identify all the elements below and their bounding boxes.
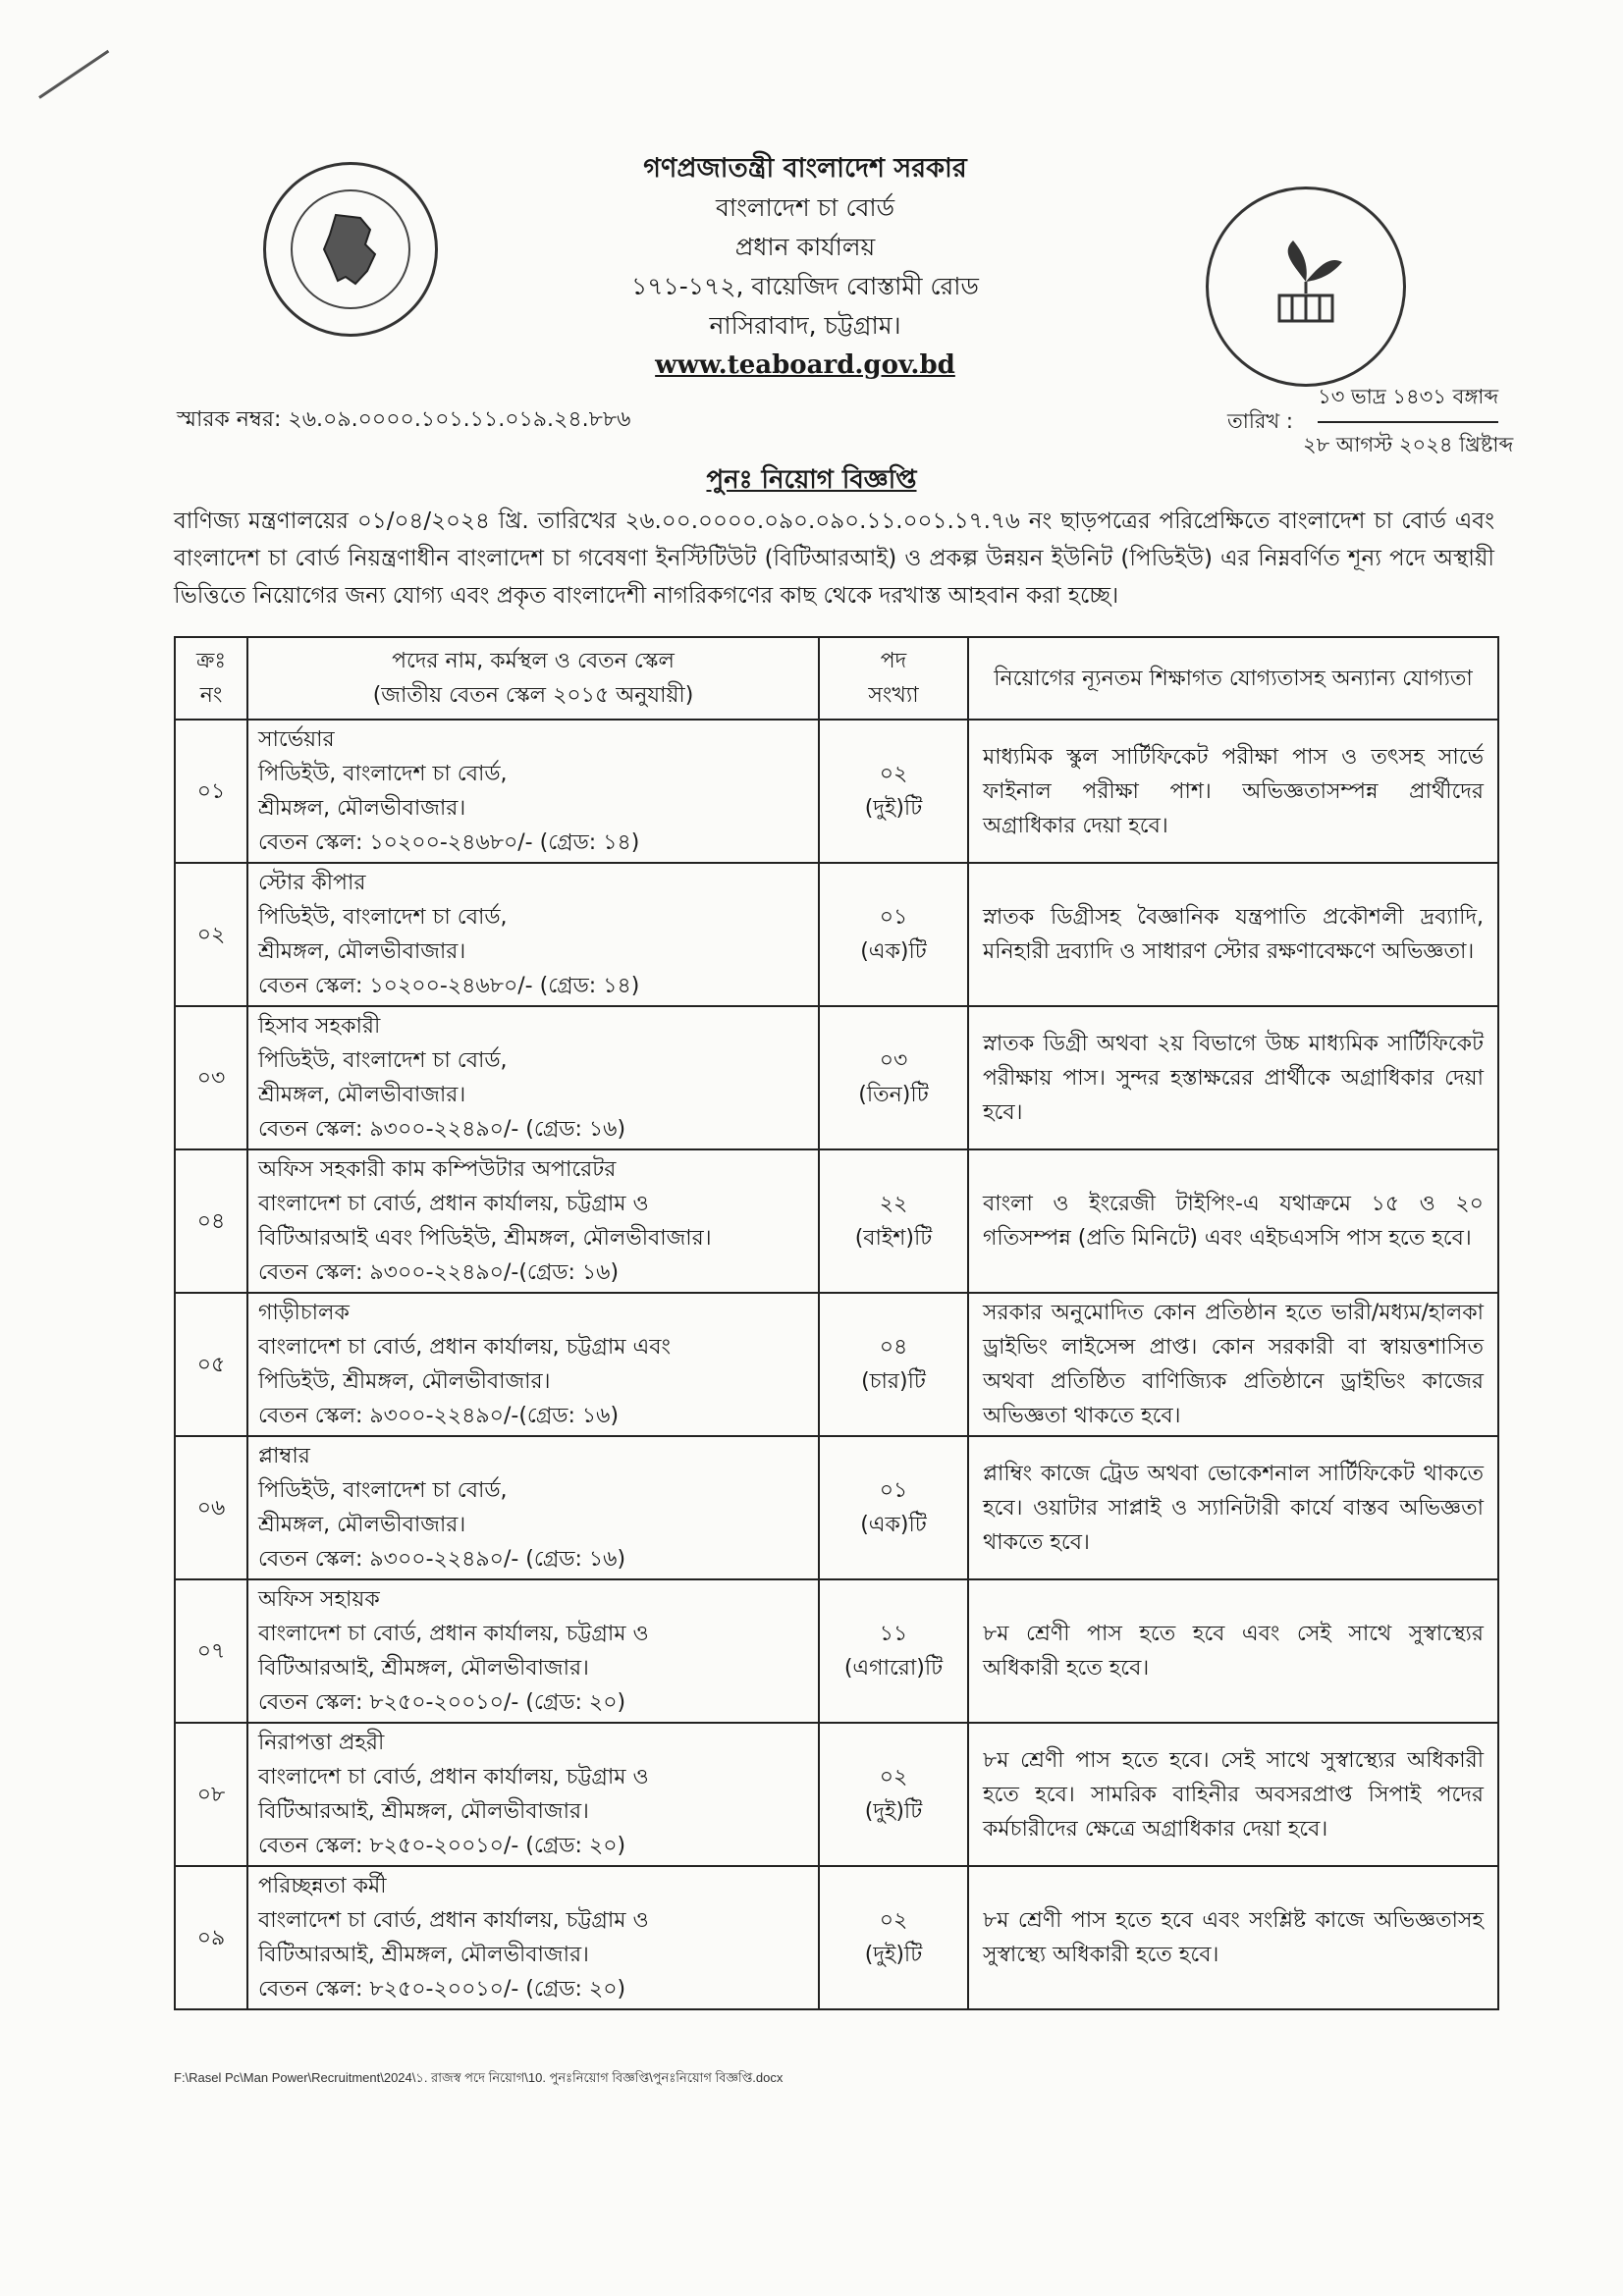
post-title: গাড়ীচালক [258, 1301, 350, 1325]
tea-leaf-icon [1237, 218, 1375, 355]
header-serial: ক্রঃ নং [175, 637, 247, 720]
post-title: অফিস সহায়ক [258, 1587, 380, 1612]
notice-title: পুনঃ নিয়োগ বিজ্ঞপ্তি [706, 465, 917, 495]
count-number: ০১ [879, 905, 908, 930]
post-title: সার্ভেয়ার [258, 727, 335, 752]
memo-label: স্মারক নম্বর: [177, 407, 282, 432]
serial-cell: ০৮ [175, 1723, 247, 1866]
pay-scale: বেতন স্কেল: ৯৩০০-২২৪৯০/-(গ্রেড: ১৬) [258, 1260, 620, 1285]
table-row [175, 863, 1498, 1006]
count-number: ১১ [879, 1622, 908, 1646]
count-words: (দুই)টি [864, 796, 923, 821]
address-line-2: নাসিরাবাদ, চট্টগ্রাম। [709, 311, 901, 340]
date-english: ২৮ আগস্ট ২০২৪ খ্রিষ্টাব্দ [1302, 433, 1514, 456]
count-cell [819, 1293, 968, 1436]
pay-scale: বেতন স্কেল: ৯৩০০-২২৪৯০/- (গ্রেড: ১৬) [258, 1117, 626, 1142]
post-location: বিটিআরআই, শ্রীমঙ্গল, মৌলভীবাজার। [258, 1656, 589, 1681]
header-count: পদ সংখ্যা [819, 637, 968, 720]
qualification-cell: ৮ম শ্রেণী পাস হতে হবে এবং সেই সাথে সুস্বাস্থ্যের অধিকারী হতে হবে। [968, 1579, 1498, 1723]
website-link[interactable]: www.teaboard.gov.bd [655, 350, 955, 380]
serial-cell: ০১ [175, 720, 247, 863]
post-location: পিডিইউ, বাংলাদেশ চা বোর্ড, [258, 1048, 508, 1073]
file-path: F:\Rasel Pc\Man Power\Recruitment\2024\১. রাজস্ব পদে নিয়োগ\10. পুনঃনিয়োগ বিজ্ঞপ্তি\পুনঃনিয়োগ বিজ্ঞপ্তি.docx [174, 2070, 784, 2085]
date-bangla: ১৩ ভাদ্র ১৪৩১ বঙ্গাব্দ [1318, 381, 1498, 423]
post-cell [247, 720, 819, 863]
date-label: তারিখ : [1227, 408, 1293, 433]
post-cell [247, 1006, 819, 1149]
post-cell [247, 1149, 819, 1293]
post-location: বাংলাদেশ চা বোর্ড, প্রধান কার্যালয়, চট্টগ্রাম ও [258, 1192, 649, 1216]
post-location: পিডিইউ, বাংলাদেশ চা বোর্ড, [258, 905, 508, 930]
post-title: অফিস সহকারী কাম কম্পিউটার অপারেটর [258, 1157, 617, 1182]
table-header-row [175, 637, 1498, 720]
serial-cell: ০৯ [175, 1866, 247, 2009]
post-title: প্লাম্বার [258, 1444, 310, 1468]
post-location: বাংলাদেশ চা বোর্ড, প্রধান কার্যালয়, চট্টগ্রাম ও [258, 1765, 649, 1789]
count-words: (চার)টি [861, 1369, 926, 1394]
post-location: পিডিইউ, শ্রীমঙ্গল, মৌলভীবাজার। [258, 1369, 551, 1394]
post-location: শ্রীমঙ্গল, মৌলভীবাজার। [258, 939, 466, 964]
serial-cell: ০২ [175, 863, 247, 1006]
count-cell [819, 1579, 968, 1723]
count-number: ২২ [879, 1192, 908, 1216]
count-words: (এক)টি [860, 939, 927, 964]
post-location: পিডিইউ, বাংলাদেশ চা বোর্ড, [258, 1478, 508, 1503]
qualification-cell: ৮ম শ্রেণী পাস হতে হবে এবং সংশ্লিষ্ট কাজে অভিজ্ঞতাসহ সুস্বাস্থ্যে অধিকারী হতে হবে। [968, 1866, 1498, 2009]
count-words: (এগারো)টি [843, 1656, 944, 1681]
count-cell [819, 1006, 968, 1149]
post-location: শ্রীমঙ্গল, মৌলভীবাজার। [258, 796, 466, 821]
office-name: প্রধান কার্যালয় [734, 233, 876, 261]
serial-cell: ০৫ [175, 1293, 247, 1436]
header-qualification: নিয়োগের ন্যূনতম শিক্ষাগত যোগ্যতাসহ অন্যান্য যোগ্যতা [968, 637, 1498, 720]
count-cell [819, 1723, 968, 1866]
post-cell [247, 1436, 819, 1579]
count-words: (তিন)টি [858, 1083, 929, 1107]
vacancy-table [174, 636, 1499, 2010]
qualification-cell: প্লাম্বিং কাজে ট্রেড অথবা ভোকেশনাল সার্টিফিকেট থাকতে হবে। ওয়াটার সাপ্লাই ও স্যানিটারী কার্যে বাস্তব অভিজ্ঞতা থাকতে হবে। [968, 1436, 1498, 1579]
qualification-cell: স্নাতক ডিগ্রীসহ বৈজ্ঞানিক যন্ত্রপাতি প্রকৌশলী দ্রব্যাদি, মনিহারী দ্রব্যাদি ও সাধারণ স্টোর রক্ষণাবেক্ষণে অভিজ্ঞতা। [968, 863, 1498, 1006]
header-post: পদের নাম, কর্মস্থল ও বেতন স্কেল (জাতীয় বেতন স্কেল ২০১৫ অনুযায়ী) [247, 637, 819, 720]
address-line-1: ১৭১-১৭২, বায়েজিদ বোস্তামী রোড [631, 272, 979, 300]
post-location: বিটিআরআই, শ্রীমঙ্গল, মৌলভীবাজার। [258, 1799, 589, 1824]
serial-cell: ০৩ [175, 1006, 247, 1149]
pay-scale: বেতন স্কেল: ৯৩০০-২২৪৯০/- (গ্রেড: ১৬) [258, 1547, 626, 1572]
table-row [175, 1723, 1498, 1866]
memo-number [177, 402, 630, 439]
count-cell [819, 863, 968, 1006]
post-location: শ্রীমঙ্গল, মৌলভীবাজার। [258, 1513, 466, 1537]
tea-board-logo [1206, 187, 1406, 387]
table-row [175, 720, 1498, 863]
table-row [175, 1293, 1498, 1436]
post-title: নিরাপত্তা প্রহরী [258, 1731, 385, 1755]
post-cell [247, 863, 819, 1006]
count-number: ০২ [879, 1765, 908, 1789]
table-row [175, 1579, 1498, 1723]
post-location: পিডিইউ, বাংলাদেশ চা বোর্ড, [258, 762, 508, 786]
table-row [175, 1436, 1498, 1579]
count-cell [819, 1436, 968, 1579]
serial-cell: ০৬ [175, 1436, 247, 1579]
organization-name: বাংলাদেশ চা বোর্ড [715, 193, 895, 222]
count-words: (বাইশ)টি [854, 1226, 933, 1251]
post-location: শ্রীমঙ্গল, মৌলভীবাজার। [258, 1083, 466, 1107]
qualification-cell: বাংলা ও ইংরেজী টাইপিং-এ যথাক্রমে ১৫ ও ২০ গতিসম্পন্ন (প্রতি মিনিটে) এবং এইচএসসি পাস হতে হবে। [968, 1149, 1498, 1293]
count-words: (দুই)টি [864, 1799, 923, 1824]
serial-cell: ০৭ [175, 1579, 247, 1723]
pen-mark [38, 50, 109, 99]
post-cell [247, 1723, 819, 1866]
count-number: ০২ [879, 1908, 908, 1933]
intro-paragraph: বাণিজ্য মন্ত্রণালয়ের ০১/০৪/২০২৪ খ্রি. তারিখের ২৬.০০.০০০০.০৯০.০৯০.১১.০০১.১৭.৭৬ নং ছাড়পত্রের পরিপ্রেক্ষিতে বাংলাদেশ চা বোর্ড এবং বাংলাদেশ চা বোর্ড নিয়ন্ত্রণাধীন বাংলাদেশ চা গবেষণা ইনস্টিটিউট (বিটিআরআই) ও প্রকল্প উন্নয়ন ইউনিট (পিডিইউ) এর নিম্নবর্ণিত শূন্য পদে অস্থায়ী ভিত্তিতে নিয়োগের জন্য যোগ্য এবং প্রকৃত বাংলাদেশী নাগরিকগণের কাছ থেকে দরখাস্ত আহবান করা হচ্ছে। [174, 508, 1494, 609]
letterhead [471, 149, 1139, 385]
table-row [175, 1149, 1498, 1293]
bangladesh-map-icon [291, 189, 410, 309]
count-cell [819, 720, 968, 863]
qualification-cell: সরকার অনুমোদিত কোন প্রতিষ্ঠান হতে ভারী/মধ্যম/হালকা ড্রাইভিং লাইসেন্স প্রাপ্ত। কোন সরকারী বা স্বায়ত্তশাসিত অথবা প্রতিষ্ঠিত বাণিজ্যিক প্রতিষ্ঠানে ড্রাইভিং কাজের অভিজ্ঞতা থাকতে হবে। [968, 1293, 1498, 1436]
count-number: ০২ [879, 762, 908, 786]
government-title: গণপ্রজাতন্ত্রী বাংলাদেশ সরকার [643, 153, 967, 184]
count-cell [819, 1866, 968, 2009]
count-number: ০৩ [879, 1048, 908, 1073]
post-title: স্টোর কীপার [258, 871, 366, 895]
post-location: বাংলাদেশ চা বোর্ড, প্রধান কার্যালয়, চট্টগ্রাম ও [258, 1622, 649, 1646]
pay-scale: বেতন স্কেল: ৮২৫০-২০০১০/- (গ্রেড: ২০) [258, 1834, 626, 1858]
pay-scale: বেতন স্কেল: ৮২৫০-২০০১০/- (গ্রেড: ২০) [258, 1977, 626, 2002]
pay-scale: বেতন স্কেল: ৯৩০০-২২৪৯০/-(গ্রেড: ১৬) [258, 1404, 620, 1428]
count-words: (দুই)টি [864, 1943, 923, 1967]
table-row [175, 1006, 1498, 1149]
date-block [1227, 381, 1513, 463]
post-location: বাংলাদেশ চা বোর্ড, প্রধান কার্যালয়, চট্টগ্রাম এবং [258, 1335, 671, 1360]
serial-cell: ০৪ [175, 1149, 247, 1293]
post-cell [247, 1293, 819, 1436]
qualification-cell: মাধ্যমিক স্কুল সার্টিফিকেট পরীক্ষা পাস ও তৎসহ সার্ভে ফাইনাল পরীক্ষা পাশ। অভিজ্ঞতাসম্পন্ন প্রার্থীদের অগ্রাধিকার দেয়া হবে। [968, 720, 1498, 863]
memo-value: ২৬.০৯.০০০০.১০১.১১.০১৯.২৪.৮৮৬ [288, 407, 631, 432]
count-words: (এক)টি [860, 1513, 927, 1537]
post-location: বিটিআরআই, শ্রীমঙ্গল, মৌলভীবাজার। [258, 1943, 589, 1967]
post-location: বাংলাদেশ চা বোর্ড, প্রধান কার্যালয়, চট্টগ্রাম ও [258, 1908, 649, 1933]
count-number: ০৪ [879, 1335, 908, 1360]
post-title: হিসাব সহকারী [258, 1014, 381, 1039]
government-emblem-logo [263, 162, 438, 337]
post-location: বিটিআরআই এবং পিডিইউ, শ্রীমঙ্গল, মৌলভীবাজার। [258, 1226, 712, 1251]
post-cell [247, 1579, 819, 1723]
pay-scale: বেতন স্কেল: ৮২৫০-২০০১০/- (গ্রেড: ২০) [258, 1690, 626, 1715]
qualification-cell: ৮ম শ্রেণী পাস হতে হবে। সেই সাথে সুস্বাস্থ্যের অধিকারী হতে হবে। সামরিক বাহিনীর অবসরপ্রাপ্ত সিপাই পদের কর্মচারীদের ক্ষেত্রে অগ্রাধিকার দেয়া হবে। [968, 1723, 1498, 1866]
pay-scale: বেতন স্কেল: ১০২০০-২৪৬৮০/- (গ্রেড: ১৪) [258, 830, 640, 855]
post-cell [247, 1866, 819, 2009]
qualification-cell: স্নাতক ডিগ্রী অথবা ২য় বিভাগে উচ্চ মাধ্যমিক সার্টিফিকেট পরীক্ষায় পাস। সুন্দর হস্তাক্ষরের প্রার্থীকে অগ্রাধিকার দেয়া হবে। [968, 1006, 1498, 1149]
table-row [175, 1866, 1498, 2009]
post-title: পরিচ্ছন্নতা কর্মী [258, 1874, 387, 1898]
count-number: ০১ [879, 1478, 908, 1503]
count-cell [819, 1149, 968, 1293]
pay-scale: বেতন স্কেল: ১০২০০-২৪৬৮০/- (গ্রেড: ১৪) [258, 974, 640, 998]
